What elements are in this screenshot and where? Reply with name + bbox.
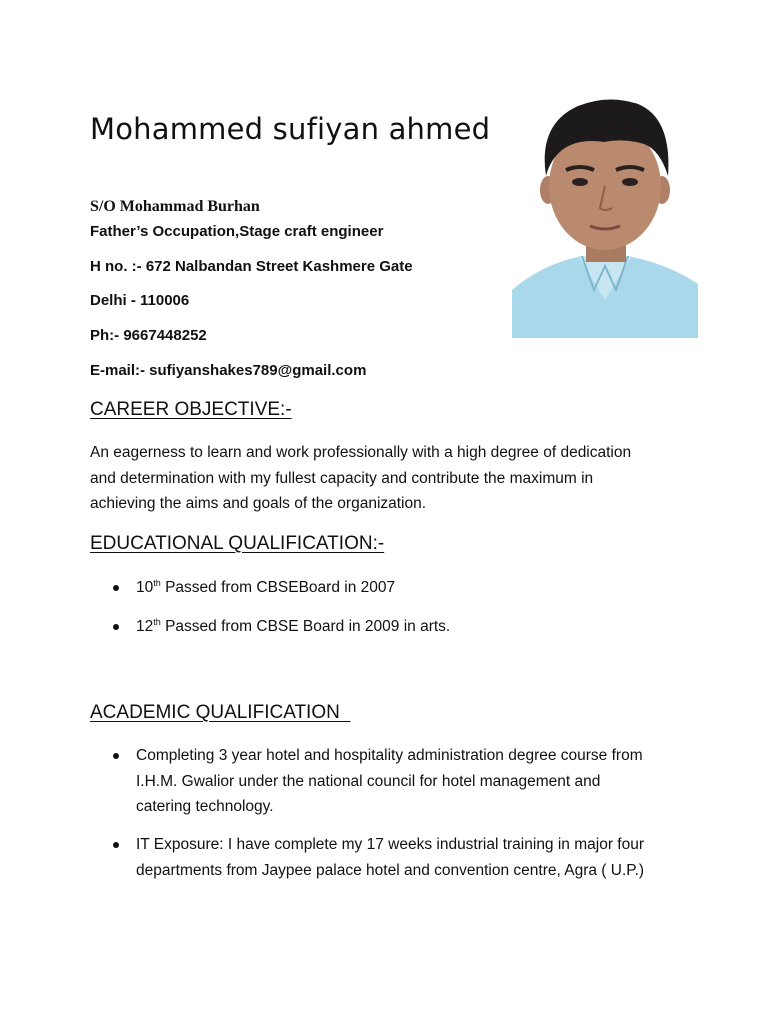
education-item-text: Passed from CBSE Board in 2009 in arts. — [160, 618, 451, 635]
career-objective-heading: CAREER OBJECTIVE:- — [90, 399, 292, 420]
career-text-line: and determination with my fullest capacity and contribute the maximum in — [90, 469, 594, 487]
academic-qualification-heading: ACADEMIC QUALIFICATION — [90, 702, 351, 723]
bullet-icon — [113, 842, 119, 848]
academic-item-line: IT Exposure: I have complete my 17 weeks industrial training in major four — [136, 836, 645, 853]
city-line: Delhi - 110006 — [90, 292, 190, 309]
father-occupation: Father’s Occupation,Stage craft engineer — [90, 223, 384, 240]
academic-item-line: departments from Jaypee palace hotel and convention centre, Agra ( U.P.) — [136, 861, 645, 879]
career-text-line: achieving the aims and goals of the organization. — [90, 495, 427, 512]
list-item — [90, 614, 690, 640]
education-item-text: Passed from CBSEBoard in 2007 — [160, 579, 396, 596]
list-item — [90, 575, 690, 601]
education-item-suffix: th — [153, 577, 161, 588]
profile-photo-illustration — [512, 94, 698, 338]
address-line: H no. :- 672 Nalbandan Street Kashmere Gate — [90, 258, 413, 275]
email-line: E-mail:- sufiyanshakes789@gmail.com — [90, 362, 367, 379]
career-text-line: An eagerness to learn and work professionally with a high degree of dedication — [90, 444, 632, 461]
list-item — [90, 743, 690, 820]
academic-item-line: catering technology. — [136, 798, 274, 815]
academic-list — [90, 743, 690, 820]
education-list — [90, 614, 690, 640]
phone-line: Ph:- 9667448252 — [90, 327, 207, 344]
education-item-number: 10 — [136, 579, 154, 596]
education-item-suffix: th — [153, 616, 161, 627]
academic-list — [90, 832, 690, 883]
list-item — [90, 832, 690, 883]
bullet-icon — [113, 585, 119, 591]
son-of-line: S/O Mohammad Burhan — [90, 198, 260, 215]
bullet-icon — [113, 753, 119, 759]
bullet-icon — [113, 624, 119, 630]
educational-qualification-heading: EDUCATIONAL QUALIFICATION:- — [90, 533, 385, 554]
academic-item-line: Completing 3 year hotel and hospitality administration degree course from — [136, 747, 643, 764]
profile-photo — [512, 94, 698, 338]
education-list — [90, 575, 690, 601]
candidate-name: Mohammed sufiyan ahmed — [90, 112, 491, 146]
career-objective-text — [90, 440, 680, 517]
education-item-number: 12 — [136, 618, 154, 635]
academic-item-line: I.H.M. Gwalior under the national council for hotel management and — [136, 772, 601, 790]
